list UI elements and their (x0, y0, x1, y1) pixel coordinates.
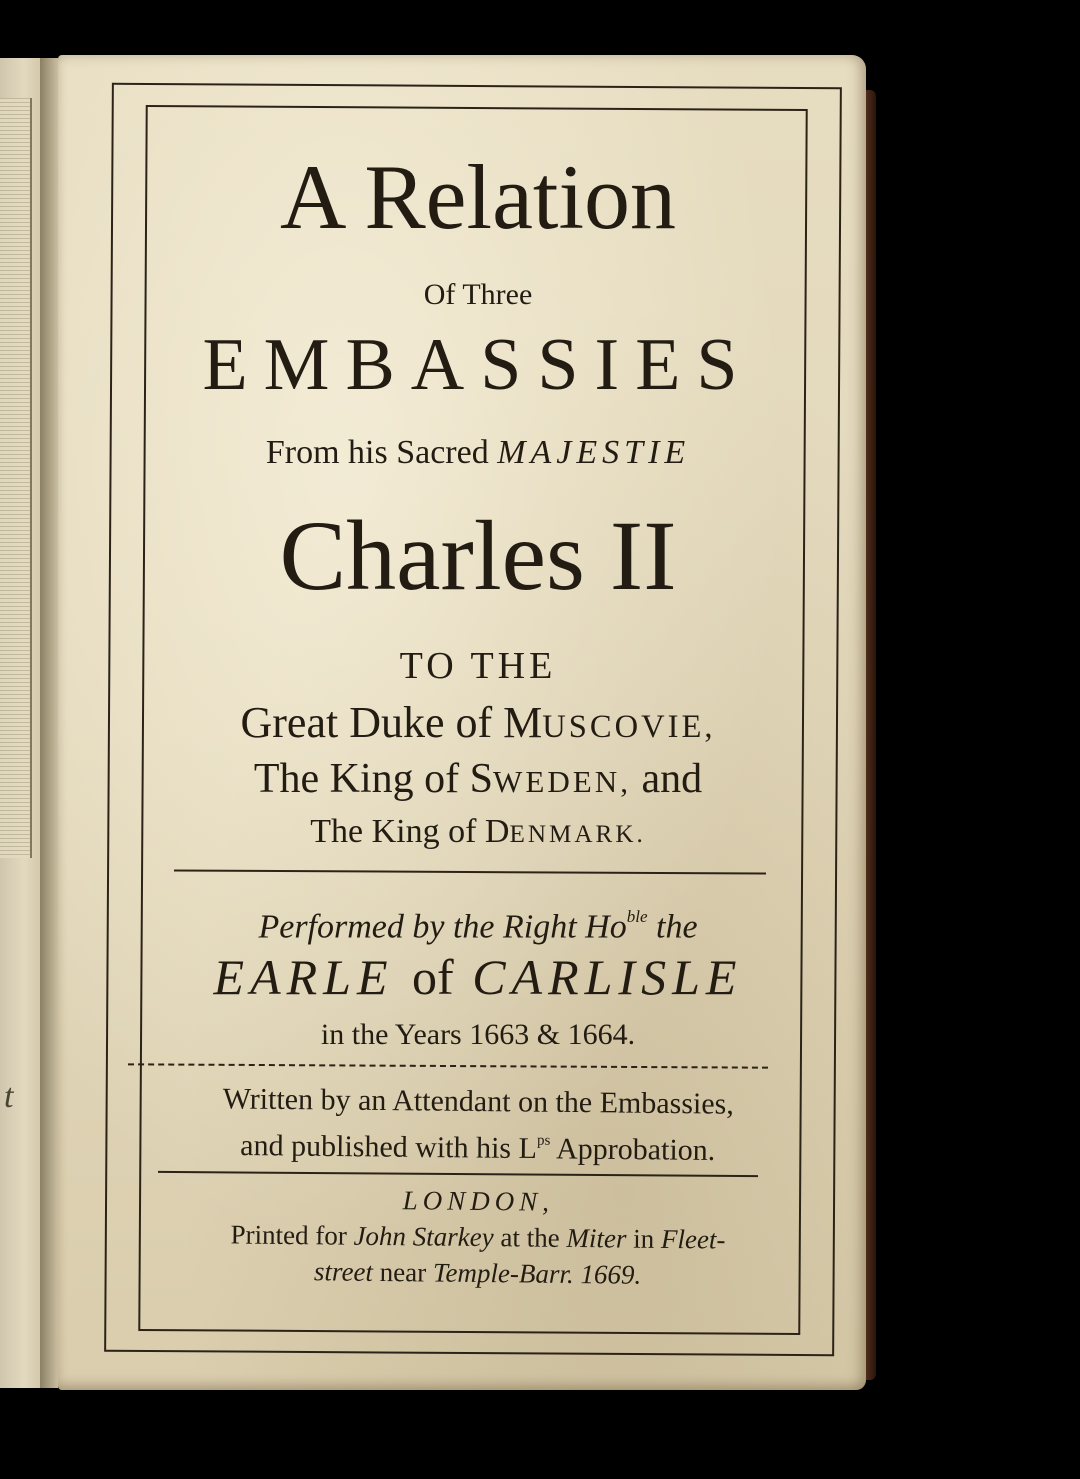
majestie-word: MAJESTIE (497, 434, 691, 471)
carlisle-word: CARLISLE (472, 949, 743, 1005)
earle-word: EARLE (213, 949, 394, 1005)
to-the-line: TO THE (399, 645, 557, 687)
facing-page (0, 58, 41, 1388)
earle-of-carlisle (148, 945, 808, 1009)
recipient-denmark: The King of DENMARK. (310, 813, 646, 850)
frontispiece-engraving-edge (0, 98, 32, 858)
imprint-block (147, 1180, 808, 1295)
book-gutter (40, 58, 58, 1388)
recipient-sweden: The King of SWEDEN, and (253, 756, 703, 802)
subtitle-embassies: EMBASSIES (202, 324, 754, 406)
imprint-city: LONDON, (402, 1185, 555, 1217)
main-title: A Relation (279, 146, 677, 248)
performed-by-line: Performed by the Right $Ho^{ble}$ the (258, 907, 698, 946)
title-page (58, 55, 866, 1390)
from-line-prefix: From his Sacred (265, 434, 489, 471)
recipients-block (148, 697, 808, 859)
years-line: in the Years 1663 & 1664. (320, 1018, 636, 1051)
from-majesty-line (148, 431, 808, 475)
written-line-1: Written by an Attendant on the Embassies, (222, 1082, 735, 1121)
written-by-block (148, 1080, 809, 1171)
written-line-2: and published with his $L^{ps}$ Approbation. (240, 1129, 716, 1167)
king-name: Charles II (279, 500, 677, 611)
of-word: of (412, 949, 454, 1005)
recipient-muscovie: Great Duke of MUSCOVIE, (240, 698, 716, 747)
facing-page-text-fragment: t (4, 1078, 14, 1115)
imprint-line-1: Printed for John Starkey at the Miter in Fleet- (230, 1219, 726, 1255)
imprint-line-2: street near Temple-Barr. 1669. (313, 1256, 642, 1290)
subtitle-of-three: Of Three (423, 278, 533, 311)
